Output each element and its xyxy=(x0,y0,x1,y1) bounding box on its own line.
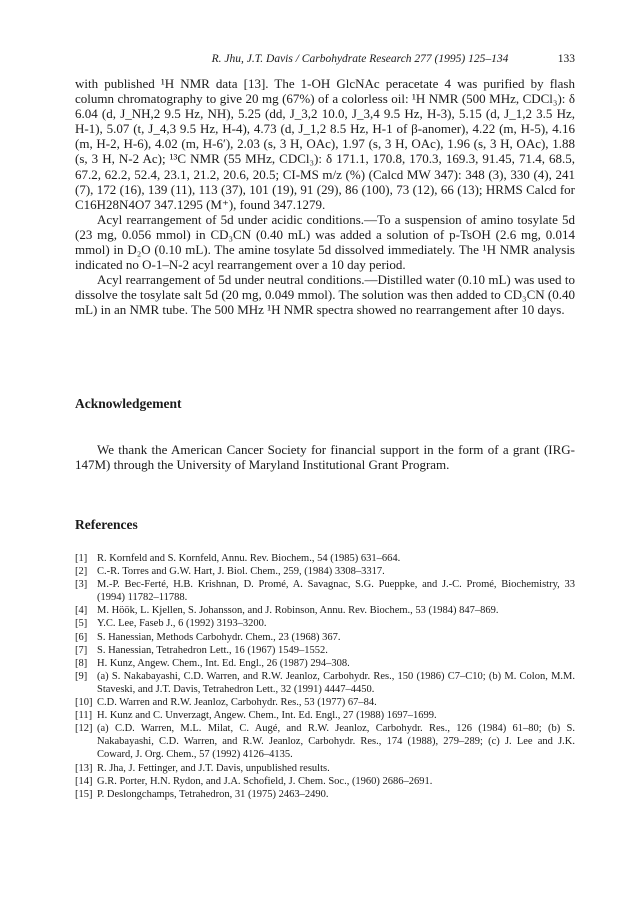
reference-text: H. Kunz and C. Unverzagt, Angew. Chem., Int. Ed. Engl., 27 (1988) 1697–1699. xyxy=(97,710,437,722)
acknowledgement-section xyxy=(75,442,575,472)
reference-item xyxy=(75,578,575,604)
reference-item xyxy=(75,788,575,801)
reference-text: G.R. Porter, H.N. Rydon, and J.A. Schofield, J. Chem. Soc., (1960) 2686–2691. xyxy=(97,775,433,787)
reference-number: [7] xyxy=(75,644,88,656)
reference-number: [5] xyxy=(75,618,88,630)
reference-text: M.-P. Bec-Ferté, H.B. Krishnan, D. Promé, A. Savagnac, S.G. Pueppke, and J.-C. Promé, Biochemistry, 33 (1994) 11782–11788. xyxy=(97,579,575,604)
reference-item xyxy=(75,696,575,709)
acknowledgement-heading: Acknowledgement xyxy=(75,396,182,411)
references-heading: References xyxy=(75,517,138,532)
reference-text: S. Hanessian, Tetrahedron Lett., 16 (1967) 1549–1552. xyxy=(97,644,328,656)
reference-item xyxy=(75,604,575,617)
reference-text: Y.C. Lee, Faseb J., 6 (1992) 3193–3200. xyxy=(97,618,267,630)
reference-number: [8] xyxy=(75,657,88,669)
references-list xyxy=(75,552,575,801)
reference-number: [10] xyxy=(75,697,93,709)
reference-text: H. Kunz, Angew. Chem., Int. Ed. Engl., 26 (1987) 294–308. xyxy=(97,657,350,669)
reference-number: [15] xyxy=(75,788,93,800)
reference-item xyxy=(75,565,575,578)
reference-item xyxy=(75,644,575,657)
reference-text: R. Kornfeld and S. Kornfeld, Annu. Rev. Biochem., 54 (1985) 631–664. xyxy=(97,553,401,564)
reference-number: [9] xyxy=(75,670,88,682)
reference-number: [2] xyxy=(75,566,88,578)
reference-text: (a) S. Nakabayashi, C.D. Warren, and R.W. Jeanloz, Carbohydr. Res., 150 (1986) C7–C10; (b) M. Colon, M.M. Staveski, and J.T. Davis, Tetrahedron Lett., 32 (1991) 4447–4450. xyxy=(97,670,575,695)
reference-number: [3] xyxy=(75,579,88,591)
reference-item xyxy=(75,762,575,775)
experimental-paragraph: with published ¹H NMR data [13]. The 1-OH GlcNAc peracetate 4 was purified by flash column chromatography to give 20 mg (67%) of a colorless oil: ¹H NMR (500 MHz, CDCl₃): δ 6.04 (d, J_NH,2 9.5 Hz, NH), 5.25 (dd, J_3,2 10.0, J_3,4 9.5 Hz, H-3), 5.15 (d, J_1,2 3.5 Hz, H-1), 5.07 (t, J_4,3 9.5 Hz, H-4), 4.73 (d, J_1,2 8.5 Hz, H-1 of β-anomer), 4.22 (m, H-5), 4.16 (m, H-2, H-6), 4.02 (m, H-6′), 2.03 (s, 3 H, OAc), 1.97 (s, 3 H, OAc), 1.96 (s, 3 H, OAc), 1.88 (s, 3 H, N-2 Ac); ¹³C NMR (55 MHz, CDCl₃): δ 171.1, 170.8, 170.3, 169.3, 91.45, 71.4, 68.5, 67.2, 62.2, 52.4, 23.1, 21.2, 20.6, 20.5; CI-MS m/z (%) (Calcd MW 347): 348 (3), 330 (4), 241 (7), 172 (16), 139 (11), 113 (37), 101 (19), 91 (29), 86 (100), 73 (12), 66 (13); HRMS Calcd for C16H28N4O7 347.1295 (M⁺), found 347.1279. xyxy=(75,76,575,212)
page-number: 133 xyxy=(557,53,575,65)
reference-item xyxy=(75,709,575,722)
reference-text: M. Höök, L. Kjellen, S. Johansson, and J. Robinson, Annu. Rev. Biochem., 53 (1984) 847–869. xyxy=(97,605,499,617)
acknowledgement-text: We thank the American Cancer Society for financial support in the form of a grant (IRG-147M) through the University of Maryland Institutional Grant Program. xyxy=(75,442,575,473)
reference-item xyxy=(75,670,575,696)
reference-text: P. Deslongchamps, Tetrahedron, 31 (1975) 2463–2490. xyxy=(97,788,329,800)
reference-number: [11] xyxy=(75,710,93,722)
reference-text: R. Jha, J. Fettinger, and J.T. Davis, unpublished results. xyxy=(97,762,330,774)
reference-item xyxy=(75,722,575,761)
reference-number: [13] xyxy=(75,762,93,774)
reference-number: [12] xyxy=(75,723,93,735)
reference-item xyxy=(75,617,575,630)
reference-text: S. Hanessian, Methods Carbohydr. Chem., 23 (1968) 367. xyxy=(97,631,341,643)
reference-text: C.D. Warren and R.W. Jeanloz, Carbohydr. Res., 53 (1977) 67–84. xyxy=(97,697,377,709)
reference-item xyxy=(75,552,575,565)
reference-item xyxy=(75,775,575,788)
reference-number: [1] xyxy=(75,553,88,564)
reference-item xyxy=(75,657,575,670)
reference-text: (a) C.D. Warren, M.L. Milat, C. Augé, and R.W. Jeanloz, Carbohydr. Res., 126 (1984) 61–80; (b) S. Nakabayashi, C.D. Warren, and R.W. Jeanloz, Carbohydr. Res., 174 (1988), 279–289; (c) J. Lee and J.K. Coward, J. Org. Chem., 57 (1992) 4126–4135. xyxy=(97,723,575,761)
reference-item xyxy=(75,631,575,644)
running-header: R. Jhu, J.T. Davis / Carbohydrate Research 277 (1995) 125–134 xyxy=(211,53,509,65)
experimental-paragraph: Acyl rearrangement of 5d under acidic conditions.—To a suspension of amino tosylate 5d (23 mg, 0.056 mmol) in CD₃CN (0.40 mL) was added a solution of p-TsOH (2.6 mg, 0.014 mmol) in D₂O (0.10 mL). The amine tosylate 5d dissolved immediately. The ¹H NMR analysis indicated no O-1–N-2 acyl rearrangement over a 10 day period. xyxy=(75,211,575,273)
reference-number: [4] xyxy=(75,605,88,617)
reference-number: [6] xyxy=(75,631,88,643)
reference-text: C.-R. Torres and G.W. Hart, J. Biol. Chem., 259, (1984) 3308–3317. xyxy=(97,566,385,578)
reference-number: [14] xyxy=(75,775,93,787)
experimental-text xyxy=(75,76,575,318)
experimental-paragraph: Acyl rearrangement of 5d under neutral conditions.—Distilled water (0.10 mL) was used to dissolve the tosylate salt 5d (20 mg, 0.049 mmol). The solution was then added to CD₃CN (0.40 mL) in an NMR tube. The 500 MHz ¹H NMR spectra showed no rearrangement after 10 days. xyxy=(75,272,575,318)
